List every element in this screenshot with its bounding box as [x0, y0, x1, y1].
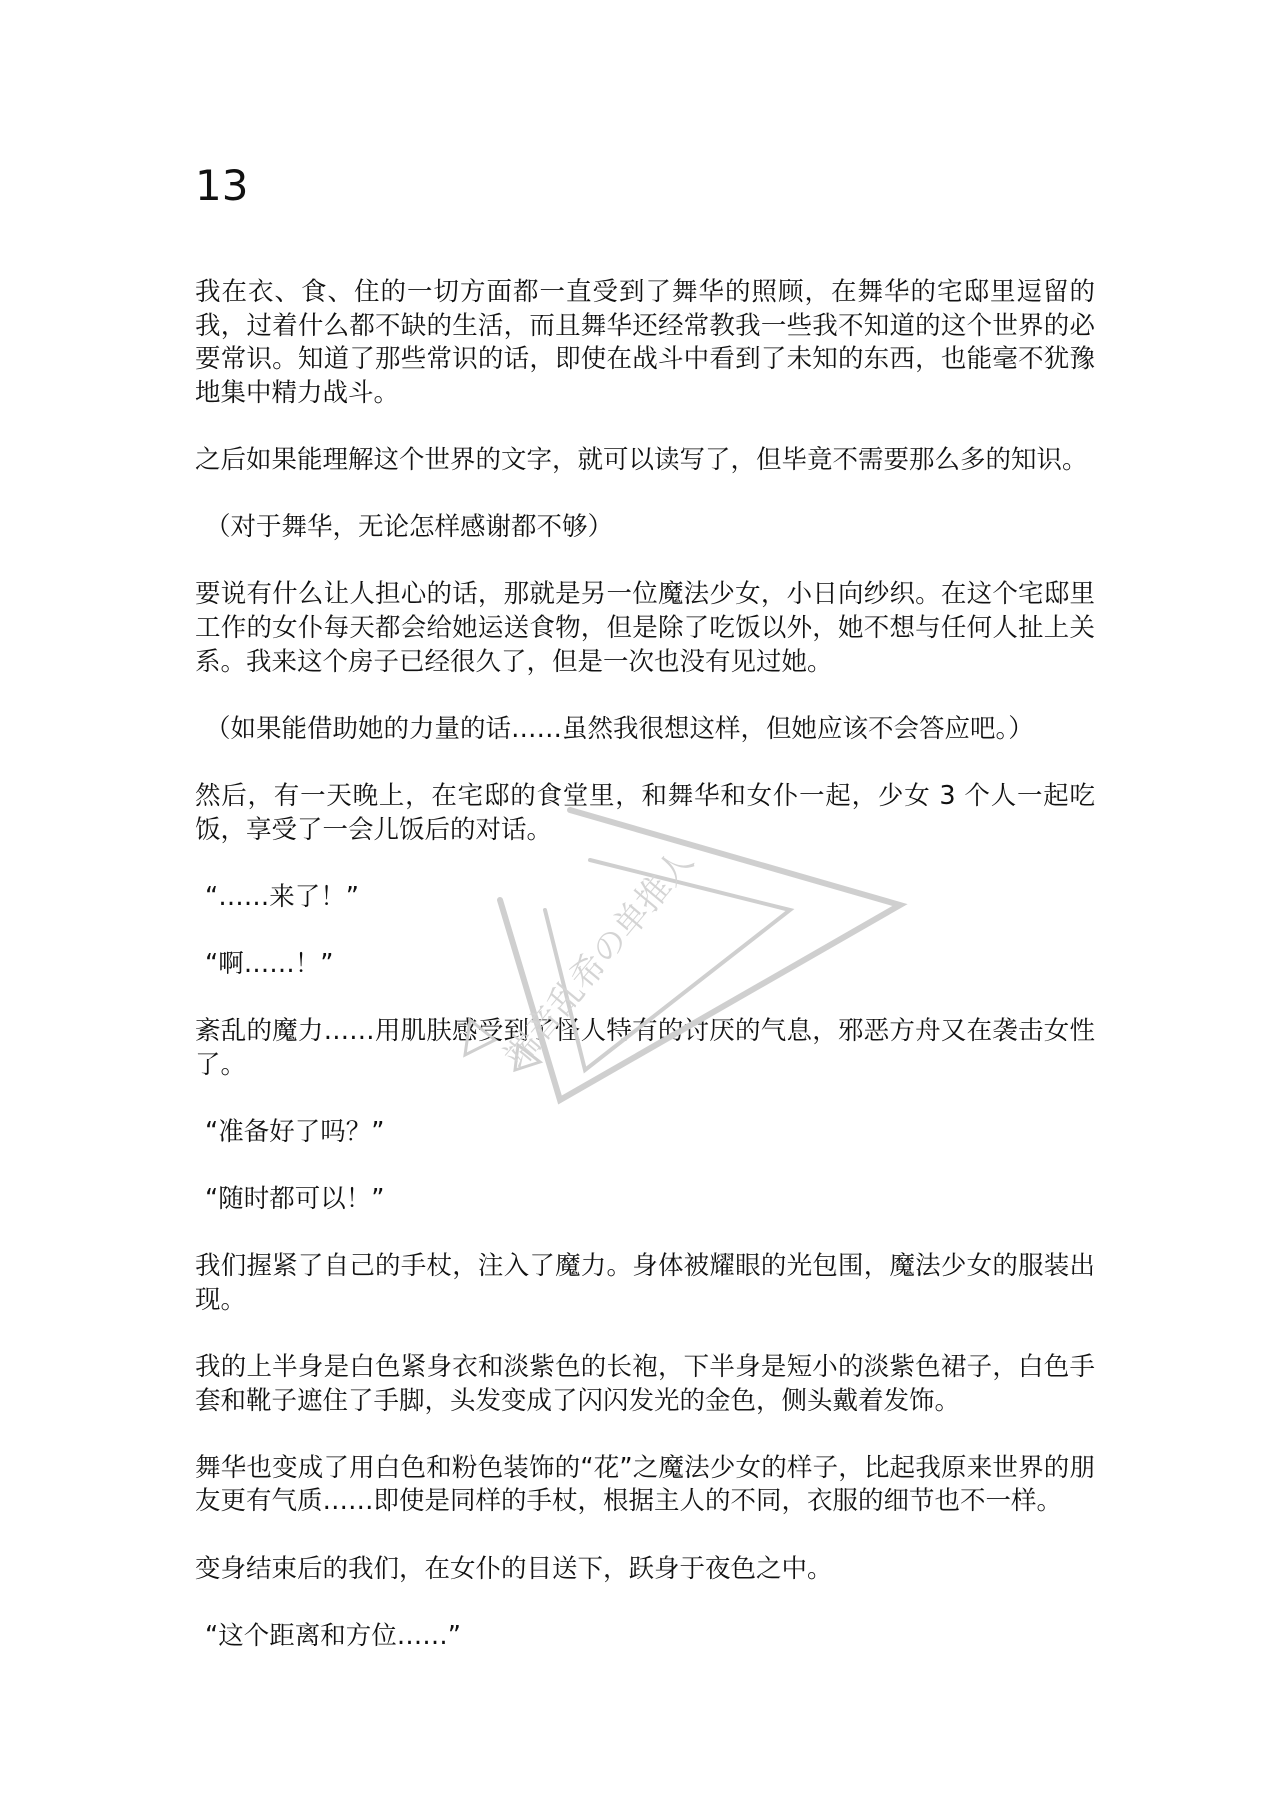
paragraph: 我在衣、食、住的一切方面都一直受到了舞华的照顾，在舞华的宅邸里逗留的我，过着什么都不缺的生活，而且舞华还经常教我一些我不知道的这个世界的必要常识。知道了那些常识的话，即使在战斗中看到了未知的东西，也能毫不犹豫地集中精力战斗。	[195, 277, 1095, 408]
paragraph: 舞华也变成了用白色和粉色装饰的“花”之魔法少女的样子，比起我原来世界的朋友更有气质……即使是同样的手杖，根据主人的不同，衣服的细节也不一样。	[195, 1452, 1095, 1517]
watermark-text: 端音乱希の单推人	[496, 841, 702, 1076]
paragraph: 我的上半身是白色紧身衣和淡紫色的长袍，下半身是短小的淡紫色裙子，白色手套和靴子遮住了手脚，头发变成了闪闪发光的金色，侧头戴着发饰。	[195, 1352, 1095, 1416]
document-page	[195, 160, 1095, 1687]
paragraph: 变身结束后的我们，在女仆的目送下，跃身于夜色之中。	[195, 1553, 833, 1584]
paragraph: 要说有什么让人担心的话，那就是另一位魔法少女，小日向纱织。在这个宅邸里工作的女仆每天都会给她运送食物，但是除了吃饭以外，她不想与任何人扯上关系。我来这个房子已经很久了，但是一次也没有见过她。	[195, 579, 1095, 677]
paragraph: （如果能借助她的力量的话……虽然我很想这样，但她应该不会答应吧。）	[205, 713, 1034, 744]
paragraph: 紊乱的魔力……用肌肤感受到了怪人特有的讨厌的气息，邪恶方舟又在袭击女性了。	[195, 1016, 1095, 1080]
dialogue-paragraph: “准备好了吗？”	[205, 1116, 385, 1147]
paragraph: 我们握紧了自己的手杖，注入了魔力。身体被耀眼的光包围，魔法少女的服装出现。	[195, 1251, 1095, 1315]
paragraph: 之后如果能理解这个世界的文字，就可以读写了，但毕竟不需要那么多的知识。	[195, 444, 1088, 475]
paragraph: 然后，有一天晚上，在宅邸的食堂里，和舞华和女仆一起，少女 3 个人一起吃饭，享受了一会儿饭后的对话。	[195, 780, 1095, 845]
dialogue-paragraph: “啊……！”	[205, 948, 334, 979]
paragraph: （对于舞华，无论怎样感谢都不够）	[205, 512, 614, 543]
dialogue-paragraph: “随时都可以！”	[205, 1184, 385, 1215]
chapter-number: 13	[195, 161, 249, 210]
body-text	[195, 276, 1095, 1653]
dialogue-paragraph: “这个距离和方位……”	[205, 1620, 461, 1651]
dialogue-paragraph: “……来了！”	[205, 881, 359, 912]
